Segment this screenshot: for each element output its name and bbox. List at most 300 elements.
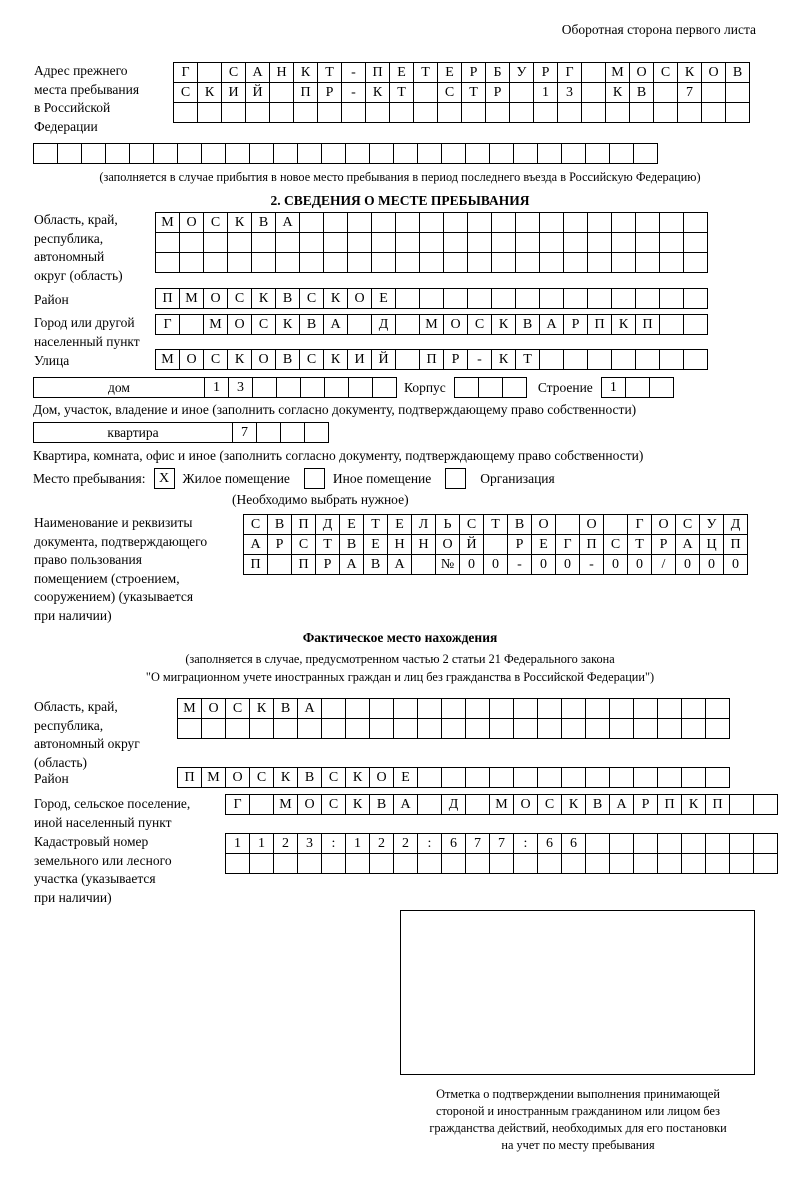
char-cell[interactable] [411,554,436,575]
char-cell[interactable]: Е [393,767,418,788]
char-cell[interactable] [683,252,708,273]
cell-row[interactable] [155,232,707,253]
char-cell[interactable] [483,534,508,555]
char-cell[interactable] [611,252,636,273]
char-cell[interactable] [705,767,730,788]
char-cell[interactable] [533,102,558,123]
char-cell[interactable]: П [657,794,682,815]
char-cell[interactable] [297,718,322,739]
char-cell[interactable] [681,853,706,874]
char-cell[interactable] [659,232,684,253]
char-cell[interactable] [585,833,610,854]
char-cell[interactable]: О [651,514,676,535]
char-cell[interactable]: С [321,767,346,788]
char-cell[interactable]: Г [557,62,582,83]
char-cell[interactable] [417,143,442,164]
char-cell[interactable]: : [321,833,346,854]
char-cell[interactable] [563,349,588,370]
char-cell[interactable]: У [509,62,534,83]
char-cell[interactable] [129,143,154,164]
char-cell[interactable] [659,314,684,335]
char-cell[interactable] [677,102,702,123]
char-cell[interactable]: О [629,62,654,83]
char-cell[interactable] [603,514,628,535]
char-cell[interactable] [635,232,660,253]
char-cell[interactable] [502,377,527,398]
cell-row[interactable] [173,82,749,103]
char-cell[interactable] [201,143,226,164]
char-cell[interactable] [485,102,510,123]
char-cell[interactable]: К [249,698,274,719]
char-cell[interactable] [625,377,650,398]
char-cell[interactable]: В [299,314,324,335]
char-cell[interactable] [537,698,562,719]
char-cell[interactable] [725,82,750,103]
char-cell[interactable] [395,252,420,273]
char-cell[interactable] [513,698,538,719]
char-cell[interactable]: 0 [459,554,484,575]
char-cell[interactable] [269,102,294,123]
char-cell[interactable] [465,794,490,815]
char-cell[interactable]: П [243,554,268,575]
char-cell[interactable] [633,767,658,788]
char-cell[interactable] [304,422,329,443]
char-cell[interactable] [587,349,612,370]
char-cell[interactable]: Т [317,62,342,83]
char-cell[interactable] [393,853,418,874]
char-cell[interactable]: С [243,514,268,535]
char-cell[interactable]: С [603,534,628,555]
char-cell[interactable]: П [635,314,660,335]
cell-row[interactable] [177,698,729,719]
char-cell[interactable] [585,718,610,739]
char-cell[interactable] [389,102,414,123]
char-cell[interactable]: 6 [441,833,466,854]
char-cell[interactable] [201,718,226,739]
char-cell[interactable] [515,288,540,309]
char-cell[interactable]: С [321,794,346,815]
cell-row[interactable] [33,143,657,164]
char-cell[interactable]: В [363,554,388,575]
char-cell[interactable] [609,833,634,854]
char-cell[interactable]: К [681,794,706,815]
char-cell[interactable] [705,853,730,874]
char-cell[interactable]: В [267,514,292,535]
char-cell[interactable] [611,212,636,233]
char-cell[interactable]: 1 [345,833,370,854]
char-cell[interactable] [465,718,490,739]
cadastral-grid[interactable] [225,833,777,873]
char-cell[interactable] [467,232,492,253]
char-cell[interactable] [372,377,397,398]
char-cell[interactable] [683,349,708,370]
char-cell[interactable]: - [467,349,492,370]
char-cell[interactable]: К [345,794,370,815]
char-cell[interactable] [413,82,438,103]
char-cell[interactable] [249,143,274,164]
char-cell[interactable] [657,698,682,719]
cell-row[interactable] [155,349,707,370]
char-cell[interactable] [609,718,634,739]
char-cell[interactable]: В [275,349,300,370]
char-cell[interactable] [227,252,252,273]
char-cell[interactable] [297,143,322,164]
char-cell[interactable] [705,698,730,719]
char-cell[interactable] [705,833,730,854]
char-cell[interactable] [81,143,106,164]
char-cell[interactable] [725,102,750,123]
char-cell[interactable]: - [341,62,366,83]
char-cell[interactable] [539,212,564,233]
char-cell[interactable] [225,718,250,739]
char-cell[interactable] [249,853,274,874]
char-cell[interactable] [317,102,342,123]
char-cell[interactable] [657,833,682,854]
char-cell[interactable] [369,143,394,164]
char-cell[interactable]: С [299,288,324,309]
char-cell[interactable] [657,853,682,874]
char-cell[interactable] [753,833,778,854]
char-cell[interactable]: 1 [225,833,250,854]
char-cell[interactable] [701,102,726,123]
char-cell[interactable]: В [585,794,610,815]
char-cell[interactable]: К [491,314,516,335]
char-cell[interactable] [633,143,658,164]
flat-cells[interactable] [232,422,328,444]
char-cell[interactable]: М [419,314,444,335]
char-cell[interactable]: О [201,698,226,719]
char-cell[interactable]: Е [389,62,414,83]
char-cell[interactable] [371,232,396,253]
char-cell[interactable]: К [323,349,348,370]
char-cell[interactable] [153,143,178,164]
char-cell[interactable]: Р [533,62,558,83]
char-cell[interactable]: Т [461,82,486,103]
char-cell[interactable]: О [531,514,556,535]
char-cell[interactable] [581,102,606,123]
actual-city-grid[interactable] [225,794,777,814]
char-cell[interactable]: 0 [723,554,748,575]
char-cell[interactable] [587,288,612,309]
char-cell[interactable] [227,232,252,253]
char-cell[interactable] [177,718,202,739]
char-cell[interactable]: О [203,288,228,309]
char-cell[interactable]: - [579,554,604,575]
char-cell[interactable]: Е [363,534,388,555]
char-cell[interactable] [269,82,294,103]
char-cell[interactable] [509,82,534,103]
char-cell[interactable]: К [611,314,636,335]
char-cell[interactable] [585,853,610,874]
char-cell[interactable]: Е [531,534,556,555]
char-cell[interactable] [653,102,678,123]
place-type-row[interactable] [33,468,555,489]
char-cell[interactable]: 1 [204,377,229,398]
char-cell[interactable]: Н [387,534,412,555]
char-cell[interactable]: Д [441,794,466,815]
char-cell[interactable]: 2 [273,833,298,854]
char-cell[interactable]: 2 [393,833,418,854]
char-cell[interactable] [173,102,198,123]
char-cell[interactable] [203,232,228,253]
char-cell[interactable] [249,718,274,739]
char-cell[interactable]: М [273,794,298,815]
char-cell[interactable] [461,102,486,123]
char-cell[interactable]: 0 [531,554,556,575]
char-cell[interactable] [491,232,516,253]
char-cell[interactable] [197,102,222,123]
char-cell[interactable]: 3 [228,377,253,398]
char-cell[interactable] [465,767,490,788]
char-cell[interactable] [256,422,281,443]
char-cell[interactable]: Е [387,514,412,535]
char-cell[interactable] [155,232,180,253]
char-cell[interactable] [587,232,612,253]
char-cell[interactable] [609,698,634,719]
char-cell[interactable] [454,377,479,398]
char-cell[interactable] [345,698,370,719]
char-cell[interactable]: О [369,767,394,788]
char-cell[interactable]: С [653,62,678,83]
char-cell[interactable] [537,767,562,788]
char-cell[interactable]: С [221,62,246,83]
char-cell[interactable] [681,833,706,854]
char-cell[interactable]: С [467,314,492,335]
char-cell[interactable]: М [201,767,226,788]
char-cell[interactable] [683,314,708,335]
char-cell[interactable] [417,718,442,739]
char-cell[interactable]: Р [267,534,292,555]
char-cell[interactable]: В [273,698,298,719]
char-cell[interactable]: - [507,554,532,575]
char-cell[interactable] [585,698,610,719]
char-cell[interactable]: П [579,534,604,555]
char-cell[interactable] [321,143,346,164]
char-cell[interactable] [393,698,418,719]
cell-row[interactable] [155,212,707,233]
prev-address-grid[interactable] [173,62,749,122]
char-cell[interactable]: В [369,794,394,815]
cell-row[interactable] [155,314,707,335]
char-cell[interactable]: П [155,288,180,309]
char-cell[interactable] [609,143,634,164]
char-cell[interactable]: В [515,314,540,335]
char-cell[interactable]: А [275,212,300,233]
char-cell[interactable] [417,767,442,788]
char-cell[interactable]: А [539,314,564,335]
char-cell[interactable]: М [177,698,202,719]
char-cell[interactable]: Т [363,514,388,535]
char-cell[interactable] [465,853,490,874]
char-cell[interactable] [489,143,514,164]
char-cell[interactable]: М [155,212,180,233]
char-cell[interactable] [347,252,372,273]
char-cell[interactable]: В [725,62,750,83]
cell-row[interactable] [173,102,749,123]
char-cell[interactable]: 0 [555,554,580,575]
char-cell[interactable]: К [227,349,252,370]
char-cell[interactable] [513,718,538,739]
char-cell[interactable] [365,102,390,123]
char-cell[interactable] [681,767,706,788]
char-cell[interactable] [467,252,492,273]
district-grid[interactable] [155,288,707,308]
char-cell[interactable] [609,767,634,788]
house-cells[interactable] [204,377,396,398]
char-cell[interactable] [701,82,726,103]
city-grid[interactable] [155,314,707,334]
char-cell[interactable]: С [203,212,228,233]
char-cell[interactable]: Т [483,514,508,535]
checkbox-organizaciya[interactable] [445,468,466,489]
char-cell[interactable] [587,212,612,233]
char-cell[interactable]: С [537,794,562,815]
char-cell[interactable] [489,698,514,719]
char-cell[interactable] [441,853,466,874]
char-cell[interactable] [369,853,394,874]
char-cell[interactable] [57,143,82,164]
char-cell[interactable]: С [173,82,198,103]
char-cell[interactable] [635,252,660,273]
char-cell[interactable]: Л [411,514,436,535]
stamp-box[interactable] [400,910,755,1075]
char-cell[interactable] [563,232,588,253]
char-cell[interactable]: Г [627,514,652,535]
cell-row[interactable] [155,288,707,309]
char-cell[interactable] [252,377,277,398]
char-cell[interactable] [251,232,276,253]
char-cell[interactable] [417,794,442,815]
char-cell[interactable]: Р [633,794,658,815]
char-cell[interactable]: 7 [677,82,702,103]
char-cell[interactable] [245,102,270,123]
char-cell[interactable]: / [651,554,676,575]
char-cell[interactable]: В [275,288,300,309]
char-cell[interactable] [659,288,684,309]
char-cell[interactable] [179,314,204,335]
char-cell[interactable] [347,212,372,233]
prev-address-grid-last-row[interactable] [33,143,657,163]
char-cell[interactable]: С [437,82,462,103]
char-cell[interactable]: О [225,767,250,788]
char-cell[interactable]: О [435,534,460,555]
char-cell[interactable]: М [605,62,630,83]
char-cell[interactable] [581,82,606,103]
char-cell[interactable]: С [299,349,324,370]
char-cell[interactable]: К [677,62,702,83]
char-cell[interactable]: А [675,534,700,555]
char-cell[interactable] [489,718,514,739]
char-cell[interactable] [299,212,324,233]
actual-district-grid[interactable] [177,767,729,787]
char-cell[interactable]: М [489,794,514,815]
char-cell[interactable]: Р [507,534,532,555]
char-cell[interactable] [417,853,442,874]
char-cell[interactable]: П [291,554,316,575]
char-cell[interactable] [347,314,372,335]
char-cell[interactable]: Н [411,534,436,555]
char-cell[interactable]: Ц [699,534,724,555]
char-cell[interactable] [348,377,373,398]
char-cell[interactable] [419,288,444,309]
char-cell[interactable] [491,212,516,233]
char-cell[interactable]: К [275,314,300,335]
char-cell[interactable] [729,833,754,854]
cell-row[interactable] [243,514,747,535]
char-cell[interactable] [345,853,370,874]
char-cell[interactable]: В [339,534,364,555]
char-cell[interactable]: 7 [489,833,514,854]
char-cell[interactable]: К [365,82,390,103]
char-cell[interactable] [369,718,394,739]
char-cell[interactable] [633,853,658,874]
char-cell[interactable] [179,232,204,253]
char-cell[interactable] [323,252,348,273]
region-grid[interactable] [155,212,707,272]
char-cell[interactable] [465,698,490,719]
char-cell[interactable] [683,288,708,309]
flat-line[interactable] [33,422,328,443]
char-cell[interactable]: Т [627,534,652,555]
char-cell[interactable]: Т [389,82,414,103]
char-cell[interactable] [275,232,300,253]
char-cell[interactable]: С [459,514,484,535]
char-cell[interactable]: С [227,288,252,309]
char-cell[interactable] [605,102,630,123]
char-cell[interactable] [657,767,682,788]
char-cell[interactable]: М [203,314,228,335]
char-cell[interactable]: О [701,62,726,83]
char-cell[interactable] [513,853,538,874]
char-cell[interactable]: К [197,82,222,103]
char-cell[interactable]: А [245,62,270,83]
char-cell[interactable] [297,853,322,874]
char-cell[interactable]: - [341,82,366,103]
char-cell[interactable] [633,833,658,854]
char-cell[interactable]: Р [443,349,468,370]
char-cell[interactable]: А [323,314,348,335]
korpus-cells[interactable] [454,377,526,398]
stroenie-cells[interactable] [601,377,673,398]
char-cell[interactable] [105,143,130,164]
char-cell[interactable]: О [443,314,468,335]
char-cell[interactable]: С [675,514,700,535]
char-cell[interactable] [753,794,778,815]
char-cell[interactable] [395,288,420,309]
char-cell[interactable]: В [251,212,276,233]
char-cell[interactable] [609,853,634,874]
char-cell[interactable]: 1 [249,833,274,854]
char-cell[interactable] [321,853,346,874]
char-cell[interactable] [633,718,658,739]
char-cell[interactable] [557,102,582,123]
char-cell[interactable] [273,718,298,739]
char-cell[interactable]: Р [563,314,588,335]
char-cell[interactable] [705,718,730,739]
char-cell[interactable]: О [179,349,204,370]
char-cell[interactable]: 7 [232,422,257,443]
char-cell[interactable] [441,698,466,719]
char-cell[interactable]: Р [317,82,342,103]
cell-row[interactable] [177,767,729,788]
char-cell[interactable]: К [251,288,276,309]
char-cell[interactable] [251,252,276,273]
char-cell[interactable] [581,62,606,83]
char-cell[interactable]: И [347,349,372,370]
char-cell[interactable]: Р [461,62,486,83]
char-cell[interactable] [443,232,468,253]
char-cell[interactable] [369,698,394,719]
